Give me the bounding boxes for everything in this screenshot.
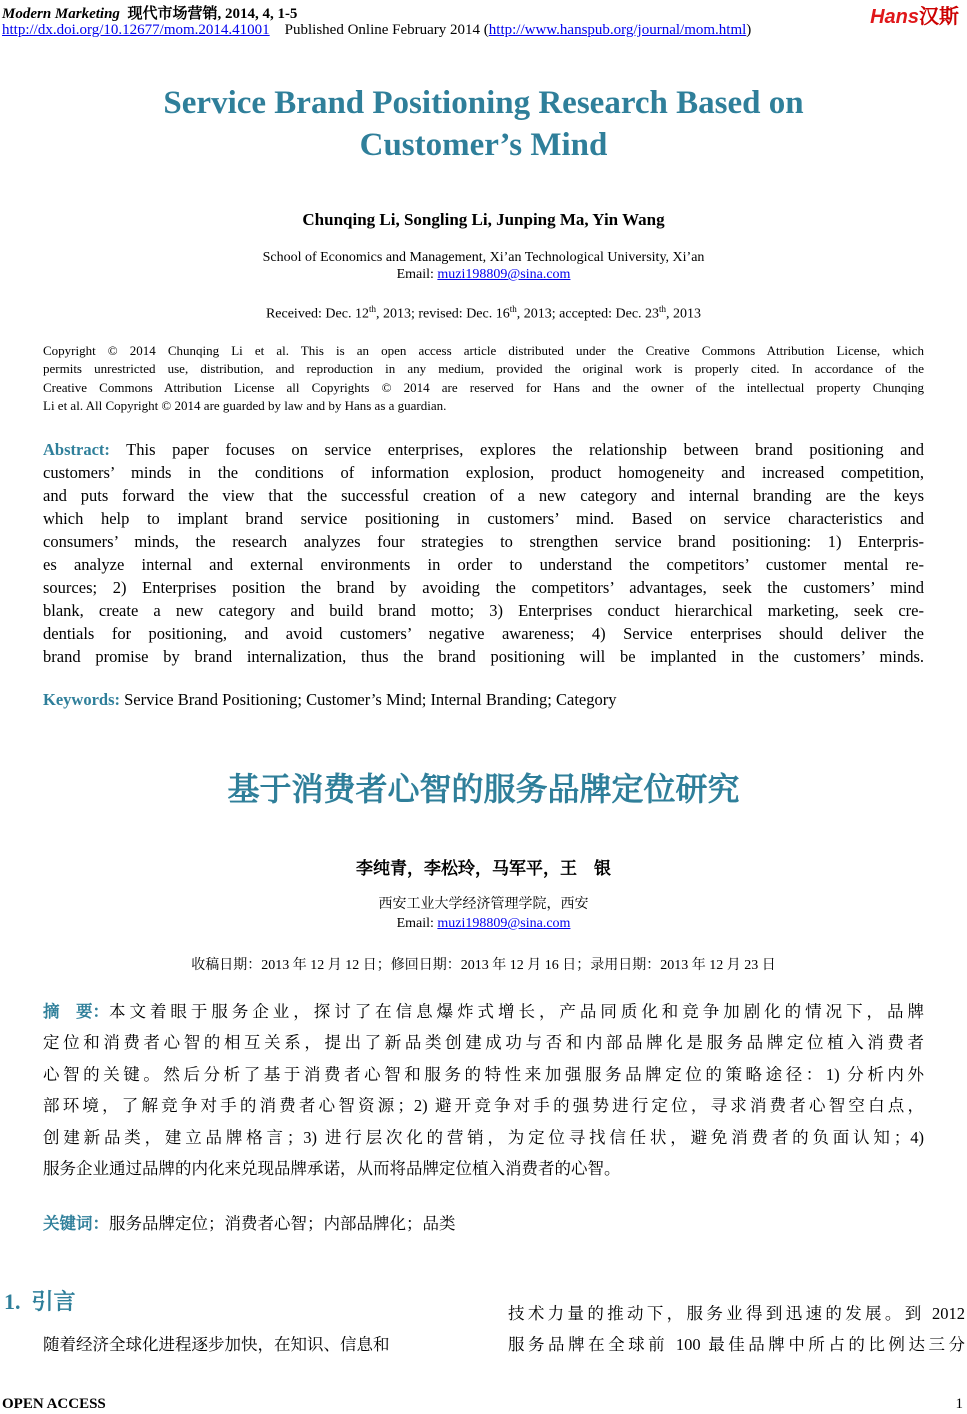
abstract-line: consumers’ minds, the research analyzes four strategies to strengthen service brand positioning: 1) Enterpris- [43, 532, 924, 551]
copyright-line: Creative Commons Attribution License all Copyrights © 2014 are reserved for Hans and the owner of the intellectual property Chunqing [43, 379, 924, 395]
logo-cn: 汉斯 [919, 6, 959, 28]
accepted: , 2013; accepted: Dec. 23 [516, 306, 660, 322]
received: Received: Dec. 12 [265, 306, 369, 322]
section-heading: 1. 引言 [4, 1289, 76, 1314]
body-left: 随着经济全球化进程逐步加快，在知识、信息和 [43, 1335, 390, 1354]
keywords-label: Keywords: [43, 690, 120, 709]
body-right [508, 1298, 965, 1360]
doi-link[interactable]: http://dx.doi.org/10.12677/mom.2014.41001 [2, 22, 270, 38]
cn-abstract-line: 创建新品类，建立品牌格言；3) 进行层次化的营销，为定位寻找信任状，避免消费者的负面认知；4) [43, 1127, 924, 1147]
sup: th [659, 304, 667, 314]
cn-abstract-line: 服务企业通过品牌的内化来兑现品牌承诺，从而将品牌定位植入消费者的心智。 [43, 1159, 621, 1179]
cn-abstract [43, 996, 924, 1184]
logo-en: Hans [870, 6, 919, 28]
keywords [43, 690, 616, 710]
cn-authors: 李纯青，李松玲，马军平，王 银 [356, 859, 611, 878]
abstract-line: es analyze internal and external environments in order to understand the competitors’ customer mental re- [43, 555, 924, 574]
journal-issue: 现代市场营销, 2014, 4, 1-5 [127, 6, 298, 22]
cn-abstract-label: 摘 要： [43, 1002, 109, 1021]
page-number: 1 [955, 1396, 963, 1412]
open-access-footer: OPEN ACCESS [2, 1396, 106, 1412]
cn-abstract-line: 本文着眼于服务企业，探讨了在信息爆炸式增长，产品同质化和竞争加剧化的情况下，品牌 [109, 1002, 924, 1021]
revised: , 2013; revised: Dec. 16 [375, 306, 510, 322]
keywords-text: Service Brand Positioning; Customer’s Mind; Internal Branding; Category [120, 690, 617, 709]
copyright-line: permits unrestricted use, distribution, and reproduction in any medium, provided the original work is properly cited. In accordance of the [43, 361, 924, 377]
body-line: 技术力量的推动下，服务业得到迅速的发展。到 2012 [508, 1304, 965, 1323]
copyright-line: Copyright © 2014 Chunqing Li et al. This is an open access article distributed under the Creative Commons Attribution License, which [43, 343, 924, 358]
email-link[interactable]: muzi198809@sina.com [437, 916, 571, 931]
abstract-line: customers’ minds in the conditions of information explosion, product homogeneity and increased competition, [43, 463, 924, 482]
cn-abstract-line: 心智的关键。然后分析了基于消费者心智和服务的特性来加强服务品牌定位的策略途径：1) 分析内外 [43, 1064, 924, 1084]
copyright [43, 342, 924, 415]
cn-title: 基于消费者心智的服务品牌定位研究 [227, 770, 740, 808]
abstract-line: This paper focuses on service enterprises, explores the relationship between brand positioning and [109, 440, 924, 459]
body-line: 服务品牌在全球前 100 最佳品牌中所占的比例达三分 [508, 1335, 965, 1354]
cn-keywords-text: 服务品牌定位；消费者心智；内部品牌化；品类 [109, 1214, 456, 1233]
sup: th [368, 304, 376, 314]
abstract-label: Abstract: [43, 440, 110, 459]
title-line: Service Brand Positioning Research Based on [163, 85, 804, 121]
email-link[interactable]: muzi198809@sina.com [437, 267, 571, 282]
cn-keywords [43, 1210, 456, 1234]
abstract-line: and puts forward the view that the successful creation of a new category and internal branding are the keys [43, 486, 924, 505]
published-text: Published Online February 2014 ( [284, 22, 489, 38]
title-line: Customer’s Mind [359, 127, 608, 163]
cn-affiliation: 西安工业大学经济管理学院，西安 [378, 897, 589, 912]
abstract-line: sources; 2) Enterprises position the brand by avoiding the competitors’ advantages, seek the customers’ mind [43, 578, 924, 597]
abstract [43, 438, 924, 668]
dates [0, 304, 967, 323]
paper-title [0, 82, 967, 166]
cn-abstract-line: 定位和消费者心智的相互关系，提出了新品类创建成功与否和内部品牌化是服务品牌定位植入消费者 [43, 1033, 924, 1053]
authors: Chunqing Li, Songling Li, Junping Ma, Yin Wang [302, 210, 665, 229]
affiliation-block [0, 249, 967, 283]
copyright-line: Li et al. All Copyright © 2014 are guarded by law and by Hans as a guardian. [43, 397, 447, 413]
abstract-line: blank, create a new category and build brand motto; 3) Enterprises conduct hierarchical marketing, seek cre- [43, 601, 924, 620]
abstract-line: dentials for positioning, and avoid customers’ negative awareness; 4) Service enterprises should deliver the [43, 624, 924, 643]
paren: ) [746, 22, 752, 38]
sup: th [509, 304, 517, 314]
cn-affiliation-block [0, 895, 967, 933]
email-label: Email: [396, 916, 438, 931]
journal-url-link[interactable]: http://www.hanspub.org/journal/mom.html [488, 22, 747, 38]
cn-keywords-label: 关键词： [43, 1214, 109, 1233]
cn-abstract-line: 部环境，了解竞争对手的消费者心智资源；2) 避开竞争对手的强势进行定位，寻求消费者心智空白点， [43, 1096, 924, 1116]
email-label: Email: [396, 267, 438, 282]
doi-line [2, 22, 751, 39]
journal-name: Modern Marketing [2, 6, 120, 22]
abstract-line: which help to implant brand service positioning in customers’ mind. Based on service characteristics and [43, 509, 924, 528]
cn-dates: 收稿日期：2013 年 12 月 12 日；修回日期：2013 年 12 月 16 日；录用日期：2013 年 12 月 23 日 [191, 958, 776, 973]
journal-header [2, 2, 297, 23]
affiliation: School of Economics and Management, Xi’an Technological University, Xi’an [262, 250, 705, 265]
abstract-line: brand promise by brand internalization, thus the brand positioning will be implanted in the customers’ minds. [43, 647, 924, 666]
year: , 2013 [666, 306, 702, 322]
hans-logo [870, 0, 959, 29]
